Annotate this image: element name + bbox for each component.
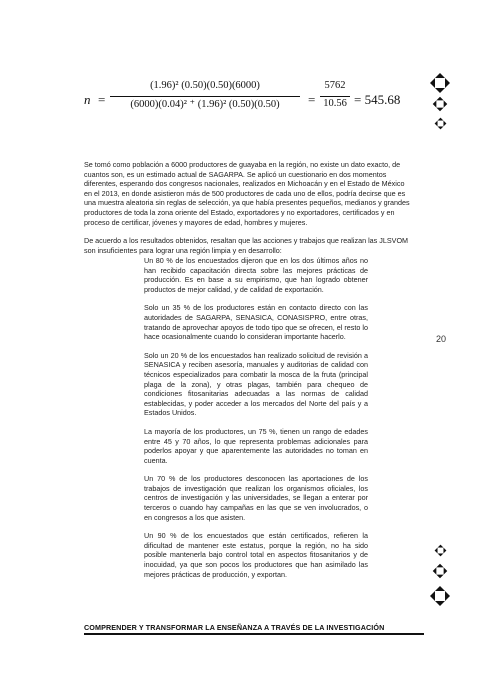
formula-denominator: (6000)(0.04)² ⁺ (1.96)² (0.50)(0.50) bbox=[130, 99, 280, 110]
diamond-ornament-icon bbox=[434, 544, 447, 557]
list-item: Solo un 20 % de los encuestados han realizado solicitud de revisión a SENASICA y reciben asesoría, manuales y auditorias de calidad con técnicos especializados para combatir la mosca de la fruta (principal plaga de la zona), y otras plagas, también para chequeo de condiciones fitosanitarias adecuadas a las normas de calidad establecidas, y poder acceder a los mercados del Norte del país y a Estados Unidos. bbox=[144, 350, 368, 418]
footer-title: COMPRENDER Y TRANSFORMAR LA ENSEÑANZA A TRAVÉS DE LA INVESTIGACIÓN bbox=[84, 623, 385, 632]
diamond-ornament-icon bbox=[432, 563, 448, 579]
formula-numerator-2: 5762 bbox=[324, 80, 346, 91]
list-item: Un 80 % de los encuestados dijeron que en los dos últimos años no han recibido capacitación directa sobre las mejores prácticas de producción. Es en base a su empirismo, que han logrado obtener productos de mejor calidad, y de calidad de exportación. bbox=[144, 256, 368, 294]
list-item: Un 90 % de los encuestados que están certificados, refieren la dificultad de mantener este estatus, porque la región, no ha sido posible mantenerla bajo control total en aspectos fitosanitarios y de inocuidad, ya que son pocos los productores que han asimilado las mejores prácticas de producción, y exportan. bbox=[144, 531, 368, 579]
formula-equals-2: = bbox=[308, 92, 316, 107]
diamond-ornament-icon bbox=[434, 117, 447, 130]
findings-list bbox=[144, 256, 368, 588]
diamond-ornament-icon bbox=[432, 96, 448, 112]
formula-lhs: n bbox=[84, 92, 91, 107]
list-item: La mayoría de los productores, un 75 %, tienen un rango de edades entre 45 y 70 años, lo que representa problemas adicionales para poderlos apoyar y que aparentemente las autoridades no toman en cuenta. bbox=[144, 426, 368, 465]
formula-result: = 545.68 bbox=[354, 92, 401, 107]
diamond-ornament-icon bbox=[429, 72, 451, 94]
list-item: Solo un 35 % de los productores están en contacto directo con las autoridades de SAGARPA, SENASICA, CONASISPRO, entre otras, tratando de aprovechar apoyos de todo tipo que se ofrecen, el resto lo hace ocasionalmente cuando lo consideran importante hacerlo. bbox=[144, 303, 368, 342]
sample-size-formula bbox=[84, 80, 401, 122]
fraction-bar-2 bbox=[320, 96, 350, 97]
formula-equals: = bbox=[98, 92, 106, 107]
diamond-ornament-icon bbox=[429, 585, 451, 607]
paragraph-methodology: Se tomó como población a 6000 productores de guayaba en la región, no existe un dato exacto, de cuantos son, es un estimado actual de SAGARPA. Se aplicó un cuestionario en dos momentos diferentes, esperando dos congresos nacionales, realizados en Michoacán y en el Estado de México en el 2013, en donde asistieron más de 500 productores de cada uno de ellos, podría decirse que es una muestra aleatoria sin reglas de selección, ya que había presentes pequeños, medianos y grandes productores de toda la zona oriente del Estado, exportadores y no exportadores, certificados y en proceso de certificar, jóvenes y mayores de edad, hombres y mujeres. bbox=[84, 160, 410, 227]
page-number: 20 bbox=[436, 334, 447, 344]
formula-denominator-2: 10.56 bbox=[323, 98, 347, 109]
formula-numerator: (1.96)² (0.50)(0.50)(6000) bbox=[150, 80, 260, 91]
paragraph-results-intro: De acuerdo a los resultados obtenidos, resaltan que las acciones y trabajos que realizan las JLSVOM son insuficientes para lograr una región limpia y en desarrollo: bbox=[84, 236, 409, 255]
footer-rule bbox=[84, 633, 424, 635]
list-item: Un 70 % de los productores desconocen las aportaciones de los trabajos de investigación que realizan los organismos oficiales, los centros de investigación y las universidades, se llegan a enterar por terceros o cuando hay campañas en las que se ven involucrados, o en congresos a los que asisten. bbox=[144, 474, 368, 522]
fraction-bar bbox=[110, 96, 300, 97]
